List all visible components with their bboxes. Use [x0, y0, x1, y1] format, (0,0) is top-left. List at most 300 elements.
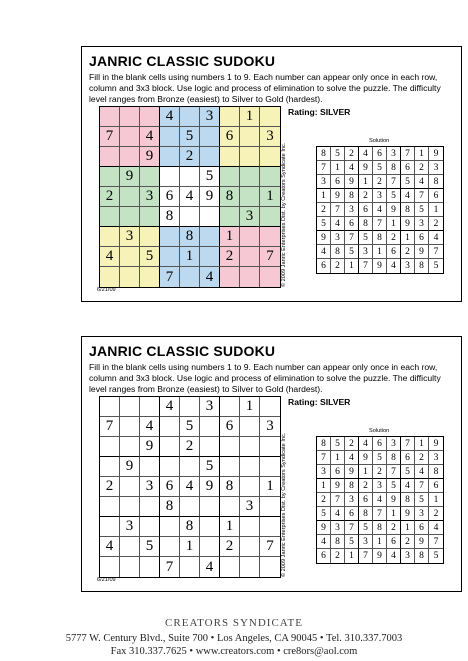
puzzle-cell: 1 — [220, 227, 240, 247]
puzzle-cell — [120, 397, 140, 417]
puzzle-cell: 3 — [260, 417, 280, 437]
puzzle-cell: 1 — [240, 397, 260, 417]
solution-cell: 6 — [373, 147, 387, 161]
puzzle-grid — [99, 106, 281, 288]
puzzle-cell: 4 — [140, 417, 160, 437]
puzzle-cell: 1 — [180, 247, 200, 267]
puzzle-cell — [100, 397, 120, 417]
panel-title: JANRIC CLASSIC SUDOKU — [89, 53, 276, 69]
solution-cell: 8 — [415, 259, 429, 273]
solution-cell: 9 — [331, 189, 345, 203]
puzzle-cell — [100, 457, 120, 477]
solution-cell: 6 — [317, 549, 331, 563]
puzzle-cell: 2 — [100, 477, 120, 497]
solution-cell: 3 — [359, 245, 373, 259]
footer-contact: Fax 310.337.7625 • www.creators.com • cre8ors@aol.com — [110, 646, 358, 657]
solution-cell: 7 — [359, 549, 373, 563]
puzzle-cell: 8 — [220, 187, 240, 207]
puzzle-cell — [180, 207, 200, 227]
puzzle-cell — [180, 457, 200, 477]
rating-label: Rating: SILVER — [288, 107, 351, 117]
solution-cell: 3 — [345, 203, 359, 217]
puzzle-cell — [220, 147, 240, 167]
solution-cell: 7 — [401, 437, 415, 451]
solution-cell: 7 — [415, 189, 429, 203]
solution-cell: 7 — [415, 479, 429, 493]
puzzle-cell: 4 — [200, 557, 220, 577]
puzzle-cell: 7 — [160, 267, 180, 287]
solution-cell: 7 — [373, 217, 387, 231]
puzzle-cell: 1 — [180, 537, 200, 557]
copyright-text: © 2009 Janric Enterprises Dist. by Creators Syndicate Inc. — [281, 432, 287, 577]
puzzle-cell — [240, 187, 260, 207]
solution-cell: 9 — [317, 521, 331, 535]
puzzle-cell: 5 — [180, 417, 200, 437]
puzzle-cell — [180, 557, 200, 577]
solution-cell: 2 — [331, 259, 345, 273]
solution-cell: 4 — [387, 549, 401, 563]
solution-cell: 3 — [317, 465, 331, 479]
solution-cell: 6 — [401, 451, 415, 465]
puzzle-cell — [220, 207, 240, 227]
puzzle-cell: 4 — [160, 397, 180, 417]
puzzle-cell — [120, 247, 140, 267]
puzzle-cell — [240, 537, 260, 557]
puzzle-cell: 4 — [100, 247, 120, 267]
solution-cell: 8 — [359, 507, 373, 521]
puzzle-cell: 1 — [260, 187, 280, 207]
solution-cell: 5 — [433, 261, 439, 271]
puzzle-cell — [260, 397, 280, 417]
puzzle-cell — [120, 147, 140, 167]
solution-cell: 7 — [387, 465, 401, 479]
solution-cell: 5 — [387, 189, 401, 203]
solution-cell: 4 — [401, 189, 415, 203]
puzzle-cell — [100, 167, 120, 187]
puzzle-cell — [140, 557, 160, 577]
solution-cell: 4 — [429, 521, 443, 535]
solution-cell: 3 — [401, 259, 415, 273]
puzzle-cell: 8 — [160, 207, 180, 227]
puzzle-cell: 3 — [140, 187, 160, 207]
solution-cell: 1 — [345, 549, 359, 563]
puzzle-cell — [200, 497, 220, 517]
puzzle-cell: 5 — [180, 127, 200, 147]
puzzle-cell — [200, 227, 220, 247]
solution-cell: 3 — [331, 231, 345, 245]
puzzle-cell — [120, 477, 140, 497]
solution-cell: 6 — [359, 203, 373, 217]
solution-cell: 1 — [387, 217, 401, 231]
footer-address: 5777 W. Century Blvd., Suite 700 • Los Angeles, CA 90045 • Tel. 310.337.7003 — [65, 633, 403, 644]
solution-cell: 1 — [317, 189, 331, 203]
solution-cell: 9 — [401, 507, 415, 521]
puzzle-cell — [160, 147, 180, 167]
solution-cell: 5 — [415, 203, 429, 217]
puzzle-cell — [200, 537, 220, 557]
puzzle-cell: 3 — [120, 227, 140, 247]
puzzle-cell: 3 — [200, 107, 220, 127]
solution-cell: 4 — [317, 535, 331, 549]
solution-cell: 5 — [373, 161, 387, 175]
copyright-text: © 2009 Janric Enterprises Dist. by Creators Syndicate Inc. — [281, 142, 287, 287]
solution-cell: 9 — [401, 217, 415, 231]
puzzle-cell — [160, 167, 180, 187]
solution-cell: 8 — [429, 465, 443, 479]
solution-cell: 2 — [359, 479, 373, 493]
puzzle-cell — [200, 147, 220, 167]
puzzle-cell — [200, 517, 220, 537]
puzzle-cell — [140, 207, 160, 227]
solution-cell: 8 — [317, 147, 331, 161]
puzzle-cell — [240, 167, 260, 187]
solution-cell: 9 — [415, 245, 429, 259]
solution-cell: 4 — [415, 175, 429, 189]
solution-cell: 8 — [331, 535, 345, 549]
solution-cell: 5 — [373, 451, 387, 465]
solution-cell: 3 — [359, 535, 373, 549]
solution-cell: 6 — [387, 535, 401, 549]
solution-cell: 2 — [429, 217, 443, 231]
puzzle-cell: 9 — [140, 147, 160, 167]
puzzle-cell: 4 — [140, 127, 160, 147]
solution-label: Solution — [369, 428, 390, 434]
solution-cell: 7 — [429, 535, 443, 549]
solution-grid — [316, 436, 444, 564]
puzzle-cell — [220, 107, 240, 127]
solution-cell: 5 — [359, 521, 373, 535]
puzzle-cell — [160, 437, 180, 457]
puzzle-cell — [100, 267, 120, 287]
solution-cell: 9 — [359, 161, 373, 175]
puzzle-cell — [100, 517, 120, 537]
solution-cell: 8 — [359, 217, 373, 231]
puzzle-cell — [160, 127, 180, 147]
puzzle-cell — [140, 497, 160, 517]
puzzle-cell — [200, 417, 220, 437]
solution-cell: 8 — [373, 231, 387, 245]
solution-cell: 6 — [415, 231, 429, 245]
puzzle-cell — [140, 457, 160, 477]
panel-instructions: Fill in the blank cells using numbers 1 to 9. Each number can appear only once in each row, column and 3x3 block. Use logic and process of elimination to solve the puzzle. The difficulty level ranges from Bronze (easiest) to Silver to Gold (hardest). — [89, 72, 441, 104]
puzzle-cell: 1 — [220, 517, 240, 537]
puzzle-cell: 3 — [260, 127, 280, 147]
puzzle-cell: 4 — [200, 267, 220, 287]
puzzle-grid — [99, 396, 281, 578]
puzzle-cell: 7 — [100, 417, 120, 437]
puzzle-cell — [220, 397, 240, 417]
solution-cell: 2 — [415, 451, 429, 465]
puzzle-cell: 8 — [220, 477, 240, 497]
solution-cell: 9 — [373, 549, 387, 563]
puzzle-cell — [120, 267, 140, 287]
puzzle-cell — [180, 107, 200, 127]
puzzle-cell — [100, 437, 120, 457]
solution-cell: 4 — [429, 231, 443, 245]
puzzle-cell — [160, 537, 180, 557]
puzzle-cell: 8 — [160, 497, 180, 517]
solution-grid — [316, 146, 444, 274]
solution-cell: 6 — [331, 175, 345, 189]
puzzle-cell — [100, 497, 120, 517]
solution-cell: 1 — [373, 245, 387, 259]
puzzle-cell — [200, 247, 220, 267]
solution-cell: 5 — [433, 551, 439, 561]
puzzle-cell — [240, 557, 260, 577]
puzzle-cell: 3 — [240, 207, 260, 227]
solution-cell: 9 — [387, 493, 401, 507]
puzzle-cell — [260, 107, 280, 127]
solution-cell: 1 — [373, 535, 387, 549]
puzzle-cell — [260, 497, 280, 517]
puzzle-cell: 5 — [140, 537, 160, 557]
puzzle-cell: 2 — [180, 147, 200, 167]
puzzle-cell: 5 — [200, 457, 220, 477]
solution-cell: 4 — [331, 507, 345, 521]
solution-cell: 1 — [359, 465, 373, 479]
solution-cell: 9 — [317, 231, 331, 245]
solution-cell: 7 — [345, 521, 359, 535]
puzzle-cell: 1 — [240, 107, 260, 127]
solution-cell: 2 — [317, 493, 331, 507]
puzzle-cell — [220, 437, 240, 457]
puzzle-cell — [120, 187, 140, 207]
solution-cell: 8 — [331, 245, 345, 259]
solution-cell: 2 — [345, 437, 359, 451]
puzzle-cell — [260, 207, 280, 227]
solution-cell: 1 — [331, 451, 345, 465]
puzzle-cell — [160, 227, 180, 247]
sudoku-panel-colored — [81, 46, 462, 302]
solution-cell: 8 — [401, 493, 415, 507]
puzzle-cell — [240, 457, 260, 477]
solution-cell: 1 — [317, 479, 331, 493]
solution-cell: 1 — [359, 175, 373, 189]
solution-cell: 1 — [345, 259, 359, 273]
puzzle-cell — [240, 247, 260, 267]
solution-cell: 8 — [345, 479, 359, 493]
puzzle-cell: 2 — [220, 247, 240, 267]
solution-cell: 5 — [345, 245, 359, 259]
puzzle-cell — [260, 437, 280, 457]
solution-cell: 8 — [387, 451, 401, 465]
puzzle-cell — [220, 167, 240, 187]
puzzle-cell: 9 — [140, 437, 160, 457]
solution-cell: 6 — [415, 521, 429, 535]
solution-cell: 1 — [429, 203, 443, 217]
puzzle-cell — [120, 127, 140, 147]
puzzle-cell — [260, 167, 280, 187]
solution-cell: 1 — [331, 161, 345, 175]
puzzle-cell — [240, 417, 260, 437]
solution-cell: 6 — [429, 479, 443, 493]
puzzle-cell: 2 — [220, 537, 240, 557]
solution-cell: 3 — [373, 189, 387, 203]
puzzle-cell — [180, 167, 200, 187]
solution-cell: 2 — [415, 161, 429, 175]
puzzle-cell — [140, 107, 160, 127]
puzzle-cell — [140, 267, 160, 287]
puzzle-cell — [120, 417, 140, 437]
solution-cell: 9 — [331, 479, 345, 493]
puzzle-cell — [140, 517, 160, 537]
solution-cell: 7 — [401, 147, 415, 161]
solution-cell: 4 — [415, 465, 429, 479]
solution-cell: 2 — [331, 549, 345, 563]
puzzle-cell: 9 — [120, 167, 140, 187]
solution-cell: 5 — [359, 231, 373, 245]
panel-instructions: Fill in the blank cells using numbers 1 to 9. Each number can appear only once in each row, column and 3x3 block. Use logic and process of elimination to solve the puzzle. The difficulty level ranges from Bronze (easiest) to Silver to Gold (hardest). — [89, 362, 441, 394]
solution-cell: 6 — [387, 245, 401, 259]
solution-cell: 8 — [345, 189, 359, 203]
solution-cell: 2 — [387, 231, 401, 245]
puzzle-cell — [260, 147, 280, 167]
puzzle-cell — [120, 207, 140, 227]
solution-cell: 4 — [387, 259, 401, 273]
puzzle-cell — [220, 457, 240, 477]
puzzle-cell: 9 — [200, 187, 220, 207]
puzzle-cell: 3 — [140, 477, 160, 497]
puzzle-cell — [200, 437, 220, 457]
puzzle-cell — [160, 457, 180, 477]
puzzle-cell — [180, 397, 200, 417]
puzzle-cell — [100, 227, 120, 247]
solution-cell: 3 — [317, 175, 331, 189]
solution-cell: 1 — [429, 493, 443, 507]
puzzle-cell: 3 — [120, 517, 140, 537]
puzzle-cell — [260, 227, 280, 247]
puzzle-cell — [240, 147, 260, 167]
solution-cell: 6 — [401, 161, 415, 175]
solution-cell: 8 — [415, 549, 429, 563]
puzzle-cell — [260, 517, 280, 537]
solution-cell: 9 — [429, 147, 443, 161]
puzzle-cell — [120, 557, 140, 577]
solution-cell: 4 — [401, 479, 415, 493]
puzzle-cell — [100, 207, 120, 227]
puzzle-cell: 4 — [180, 187, 200, 207]
solution-cell: 4 — [373, 493, 387, 507]
solution-cell: 3 — [373, 479, 387, 493]
puzzle-cell — [100, 107, 120, 127]
solution-cell: 3 — [387, 147, 401, 161]
puzzle-cell — [160, 417, 180, 437]
puzzle-cell — [240, 127, 260, 147]
solution-cell: 9 — [387, 203, 401, 217]
panel-date: 6/21/09 — [97, 287, 116, 293]
solution-cell: 2 — [401, 535, 415, 549]
solution-cell: 1 — [401, 231, 415, 245]
puzzle-cell — [100, 147, 120, 167]
puzzle-cell — [240, 477, 260, 497]
puzzle-cell: 2 — [100, 187, 120, 207]
puzzle-cell — [220, 497, 240, 517]
sudoku-panel-plain — [81, 336, 462, 592]
solution-cell: 1 — [387, 507, 401, 521]
puzzle-cell — [200, 127, 220, 147]
puzzle-cell: 8 — [180, 517, 200, 537]
solution-cell: 5 — [331, 437, 345, 451]
solution-cell: 8 — [387, 161, 401, 175]
puzzle-cell: 9 — [120, 457, 140, 477]
footer-company-name: CREATORS SYNDICATE — [165, 617, 303, 629]
solution-cell: 6 — [345, 217, 359, 231]
solution-cell: 7 — [317, 451, 331, 465]
solution-cell: 5 — [401, 465, 415, 479]
solution-cell: 4 — [317, 245, 331, 259]
solution-cell: 7 — [331, 203, 345, 217]
puzzle-cell — [240, 227, 260, 247]
solution-cell: 4 — [373, 203, 387, 217]
solution-cell: 1 — [415, 147, 429, 161]
solution-cell: 5 — [415, 493, 429, 507]
solution-cell: 6 — [317, 259, 331, 273]
solution-cell: 8 — [401, 203, 415, 217]
solution-cell: 5 — [401, 175, 415, 189]
solution-cell: 9 — [373, 259, 387, 273]
puzzle-cell: 1 — [260, 477, 280, 497]
solution-cell: 3 — [331, 521, 345, 535]
solution-cell: 9 — [415, 535, 429, 549]
solution-cell: 8 — [373, 521, 387, 535]
puzzle-cell — [160, 247, 180, 267]
solution-cell: 6 — [429, 189, 443, 203]
puzzle-cell — [120, 437, 140, 457]
solution-cell: 2 — [373, 175, 387, 189]
solution-cell: 2 — [359, 189, 373, 203]
solution-cell: 7 — [387, 175, 401, 189]
puzzle-cell: 6 — [160, 187, 180, 207]
puzzle-cell — [240, 517, 260, 537]
puzzle-cell: 4 — [180, 477, 200, 497]
solution-cell: 3 — [401, 549, 415, 563]
puzzle-cell: 7 — [160, 557, 180, 577]
puzzle-cell: 8 — [180, 227, 200, 247]
puzzle-cell — [140, 397, 160, 417]
puzzle-cell: 6 — [220, 127, 240, 147]
solution-cell: 1 — [415, 437, 429, 451]
solution-cell: 8 — [317, 437, 331, 451]
solution-cell: 5 — [345, 535, 359, 549]
puzzle-cell: 6 — [160, 477, 180, 497]
puzzle-cell: 6 — [220, 417, 240, 437]
solution-cell: 6 — [345, 507, 359, 521]
solution-label: Solution — [369, 138, 390, 144]
puzzle-cell — [240, 437, 260, 457]
solution-cell: 2 — [373, 465, 387, 479]
solution-cell: 6 — [331, 465, 345, 479]
puzzle-cell — [140, 227, 160, 247]
solution-cell: 3 — [429, 451, 443, 465]
solution-cell: 8 — [429, 175, 443, 189]
puzzle-cell — [100, 557, 120, 577]
puzzle-cell: 5 — [200, 167, 220, 187]
solution-cell: 5 — [317, 507, 331, 521]
solution-cell: 6 — [359, 493, 373, 507]
solution-cell: 9 — [359, 451, 373, 465]
solution-cell: 2 — [317, 203, 331, 217]
solution-cell: 7 — [345, 231, 359, 245]
puzzle-cell — [260, 457, 280, 477]
solution-cell: 7 — [331, 493, 345, 507]
puzzle-cell — [120, 537, 140, 557]
solution-cell: 3 — [415, 507, 429, 521]
solution-cell: 7 — [429, 245, 443, 259]
solution-cell: 4 — [345, 451, 359, 465]
solution-cell: 7 — [359, 259, 373, 273]
solution-cell: 9 — [345, 465, 359, 479]
puzzle-cell — [180, 497, 200, 517]
